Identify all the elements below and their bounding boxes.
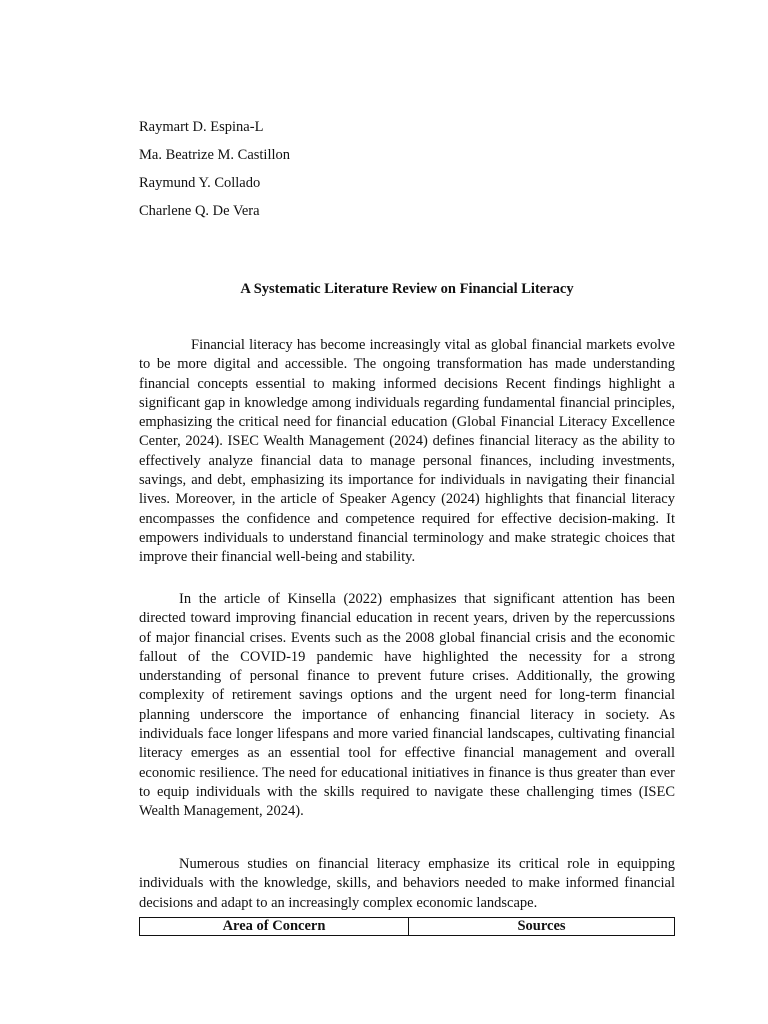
paragraph-text: Financial literacy has become increasingly vital as global financial markets evolve to be more digital and accessible. The ongoing transformation has made understanding financial concepts essential to making informed decisions Recent findings highlight a significant gap in knowledge among individuals regarding fundamental financial principles, emphasizing the critical need for financial education (Global Financial Literacy Excellence Center, 2024). ISEC Wealth Management (2024) defines financial literacy as the ability to effectively analyze financial data to manage personal finances, including investments, savings, and debt, emphasizing its importance for individuals in navigating their financial lives. Moreover, in the article of Speaker Agency (2024) highlights that financial literacy encompasses the confidence and competence required for effective decision-making. It empowers individuals to understand financial terminology and make strategic choices that improve their financial well-being and stability.: [139, 337, 675, 566]
author-name: Raymart D. Espina-L: [139, 119, 264, 135]
column-header-area-of-concern: Area of Concern: [140, 918, 409, 936]
author-name: Charlene Q. De Vera: [139, 203, 260, 219]
body-paragraph: [139, 336, 675, 568]
paragraph-text: In the article of Kinsella (2022) emphasizes that significant attention has been directed toward improving financial education in recent years, driven by the repercussions of major financial crises. Events such as the 2008 global financial crisis and the economic fallout of the COVID-19 pandemic have highlighted the necessity for a strong understanding of personal finance to prevent future crises. Additionally, the growing complexity of retirement savings options and the urgent need for long-term financial planning underscore the importance of enhancing financial literacy in society. As individuals face longer lifespans and more varied financial landscapes, cultivating financial literacy emerges as an essential tool for effective financial management and overall economic resilience. The need for educational initiatives in finance is thus greater than ever to equip individuals with the skills required to navigate these challenging times (ISEC Wealth Management, 2024).: [139, 591, 675, 820]
table-header-row: [140, 918, 675, 936]
body-paragraph: [139, 855, 675, 913]
body-paragraph: [139, 590, 675, 822]
paragraph-text: Numerous studies on financial literacy emphasize its critical role in equipping individuals with the knowledge, skills, and behaviors needed to make informed financial decisions and adapt to an increasingly complex economic landscape.: [139, 856, 675, 911]
document-title: A Systematic Literature Review on Financial Literacy: [240, 281, 574, 297]
author-name: Raymund Y. Collado: [139, 175, 261, 191]
concerns-table: [139, 917, 675, 936]
author-list: [139, 113, 290, 225]
author-name: Ma. Beatrize M. Castillon: [139, 147, 291, 163]
column-header-sources: Sources: [409, 918, 675, 936]
